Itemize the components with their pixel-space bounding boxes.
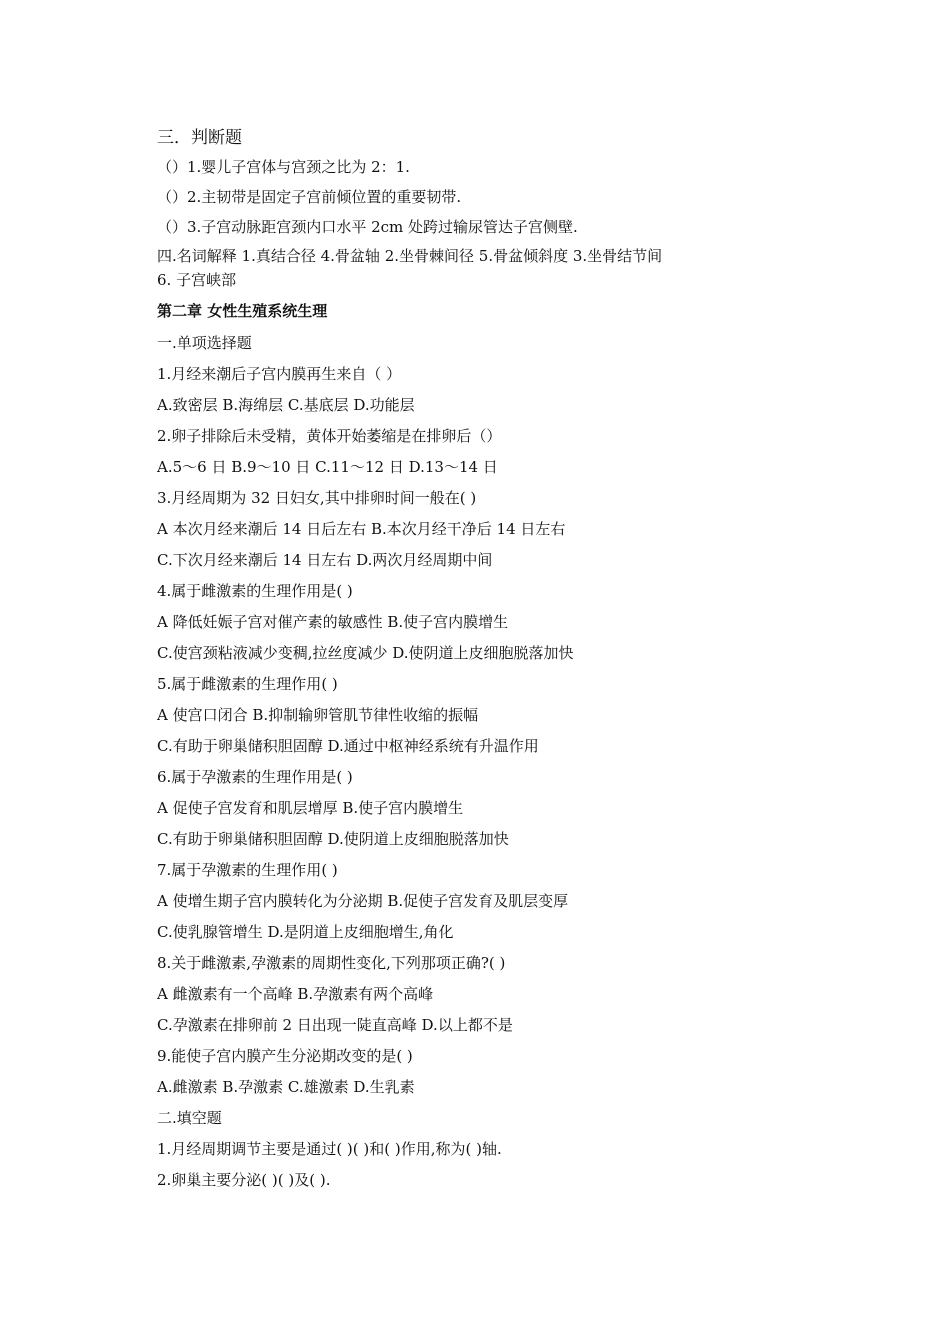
options-line: A 使宫口闭合 B.抑制输卵管肌节律性收缩的振幅 bbox=[157, 706, 479, 724]
fill-blank-question: 1.月经周期调节主要是通过( )( )和( )作用,称为( )轴. bbox=[157, 1140, 502, 1158]
term-definitions bbox=[157, 244, 797, 292]
question-line: 5.属于雌激素的生理作用( ) bbox=[157, 675, 338, 693]
fill-blank-heading: 二.填空题 bbox=[157, 1109, 222, 1127]
term-definitions-line: 四.名词解释 1.真结合径 4.骨盆轴 2.坐骨棘间径 5.骨盆倾斜度 3.坐骨结节间 bbox=[157, 247, 663, 265]
question-line: 3.月经周期为 32 日妇女,其中排卵时间一般在( ) bbox=[157, 489, 477, 507]
chapter-title: 第二章 女性生殖系统生理 bbox=[157, 302, 328, 320]
question-line: 6.属于孕激素的生理作用是( ) bbox=[157, 768, 353, 786]
options-line: A 雌激素有一个高峰 B.孕激素有两个高峰 bbox=[157, 985, 434, 1003]
term-definitions-line: 6. 子宫峡部 bbox=[157, 271, 237, 289]
options-line: A 促使子宫发育和肌层增厚 B.使子宫内膜增生 bbox=[157, 799, 464, 817]
question-line: 2.卵子排除后未受精，黄体开始萎缩是在排卵后（） bbox=[157, 427, 502, 445]
true-false-item: （）2.主韧带是固定子宫前倾位置的重要韧带. bbox=[157, 188, 462, 206]
question-line: 4.属于雌激素的生理作用是( ) bbox=[157, 582, 353, 600]
true-false-item: （）1.婴儿子宫体与宫颈之比为 2：1. bbox=[157, 158, 410, 176]
question-line: 7.属于孕激素的生理作用( ) bbox=[157, 861, 338, 879]
true-false-heading: 三．判断题 bbox=[157, 128, 242, 148]
true-false-item: （）3.子宫动脉距宫颈内口水平 2cm 处跨过输尿管达子宫侧壁. bbox=[157, 218, 578, 236]
options-line: A.雌激素 B.孕激素 C.雄激素 D.生乳素 bbox=[157, 1078, 415, 1096]
options-line: C.使乳腺管增生 D.是阴道上皮细胞增生,角化 bbox=[157, 923, 454, 941]
question-line: 1.月经来潮后子宫内膜再生来自（ ） bbox=[157, 365, 402, 383]
options-line: A 本次月经来潮后 14 日后左右 B.本次月经干净后 14 日左右 bbox=[157, 520, 566, 538]
single-choice-heading: 一.单项选择题 bbox=[157, 334, 252, 352]
options-line: A 降低妊娠子宫对催产素的敏感性 B.使子宫内膜增生 bbox=[157, 613, 509, 631]
document-page bbox=[157, 124, 797, 1196]
options-line: A.致密层 B.海绵层 C.基底层 D.功能层 bbox=[157, 396, 415, 414]
options-line: A 使增生期子宫内膜转化为分泌期 B.促使子宫发育及肌层变厚 bbox=[157, 892, 569, 910]
fill-blank-question: 2.卵巢主要分泌( )( )及( ). bbox=[157, 1171, 331, 1189]
question-line: 9.能使子宫内膜产生分泌期改变的是( ) bbox=[157, 1047, 413, 1065]
options-line: A.5～6 日 B.9～10 日 C.11～12 日 D.13～14 日 bbox=[157, 458, 498, 476]
options-line: C.使宫颈粘液减少变稠,拉丝度减少 D.使阴道上皮细胞脱落加快 bbox=[157, 644, 574, 662]
options-line: C.有助于卵巢储积胆固醇 D.使阴道上皮细胞脱落加快 bbox=[157, 830, 509, 848]
options-line: C.有助于卵巢储积胆固醇 D.通过中枢神经系统有升温作用 bbox=[157, 737, 539, 755]
options-line: C.孕激素在排卵前 2 日出现一陡直高峰 D.以上都不是 bbox=[157, 1016, 513, 1034]
question-line: 8.关于雌激素,孕激素的周期性变化,下列那项正确?( ) bbox=[157, 954, 506, 972]
options-line: C.下次月经来潮后 14 日左右 D.两次月经周期中间 bbox=[157, 551, 493, 569]
